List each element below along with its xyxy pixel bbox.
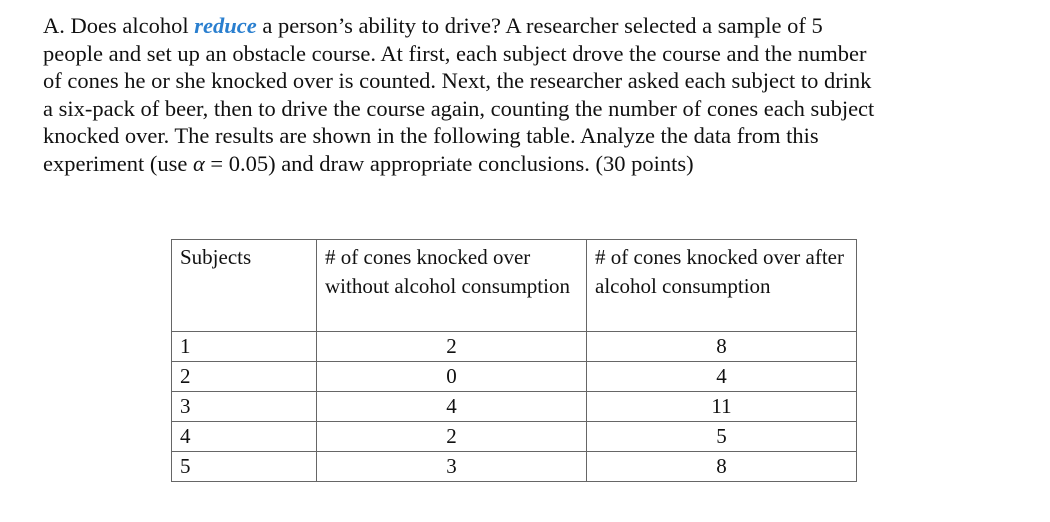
question-line	[43, 12, 1043, 40]
question-line	[43, 150, 1043, 178]
question-line: people and set up an obstacle course. At first, each subject drove the course and the number	[43, 40, 867, 66]
subject-cell: 5	[172, 452, 317, 482]
alpha-symbol: α	[192, 150, 205, 176]
without-alcohol-cell: 3	[317, 452, 587, 482]
after-alcohol-cell: 8	[587, 332, 857, 362]
emphasized-word: reduce	[194, 13, 257, 38]
text-segment: a person’s ability to drive? A researcher selected a sample of 5	[256, 13, 823, 38]
text-segment: = 0.05) and draw appropriate conclusions. (30 points)	[204, 150, 694, 176]
data-table	[171, 239, 857, 482]
without-alcohol-cell: 2	[317, 422, 587, 452]
subject-cell: 2	[172, 362, 317, 392]
question-line: of cones he or she knocked over is counted. Next, the researcher asked each subject to drink	[43, 68, 872, 93]
subject-cell: 4	[172, 422, 317, 452]
after-alcohol-cell: 5	[587, 422, 857, 452]
question-line: a six-pack of beer, then to drive the course again, counting the number of cones each subject	[43, 95, 875, 121]
table-row	[172, 392, 857, 422]
table-row	[172, 362, 857, 392]
subject-cell: 3	[172, 392, 317, 422]
table-row	[172, 332, 857, 362]
header-row	[172, 240, 857, 332]
question-text	[43, 12, 1043, 177]
table-row	[172, 422, 857, 452]
after-alcohol-cell: 4	[587, 362, 857, 392]
table-row	[172, 452, 857, 482]
question-line: knocked over. The results are shown in the following table. Analyze the data from this	[43, 123, 819, 148]
without-alcohol-cell: 4	[317, 392, 587, 422]
after-alcohol-cell: 8	[587, 452, 857, 482]
without-alcohol-cell: 2	[317, 332, 587, 362]
after-alcohol-cell: 11	[587, 392, 857, 422]
text-segment: A. Does alcohol	[43, 13, 195, 38]
header-without-alcohol: # of cones knocked over without alcohol consumption	[317, 240, 587, 332]
header-subjects: Subjects	[172, 240, 317, 332]
header-after-alcohol: # of cones knocked over after alcohol consumption	[587, 240, 857, 332]
text-segment: experiment (use	[43, 150, 193, 176]
without-alcohol-cell: 0	[317, 362, 587, 392]
subject-cell: 1	[172, 332, 317, 362]
